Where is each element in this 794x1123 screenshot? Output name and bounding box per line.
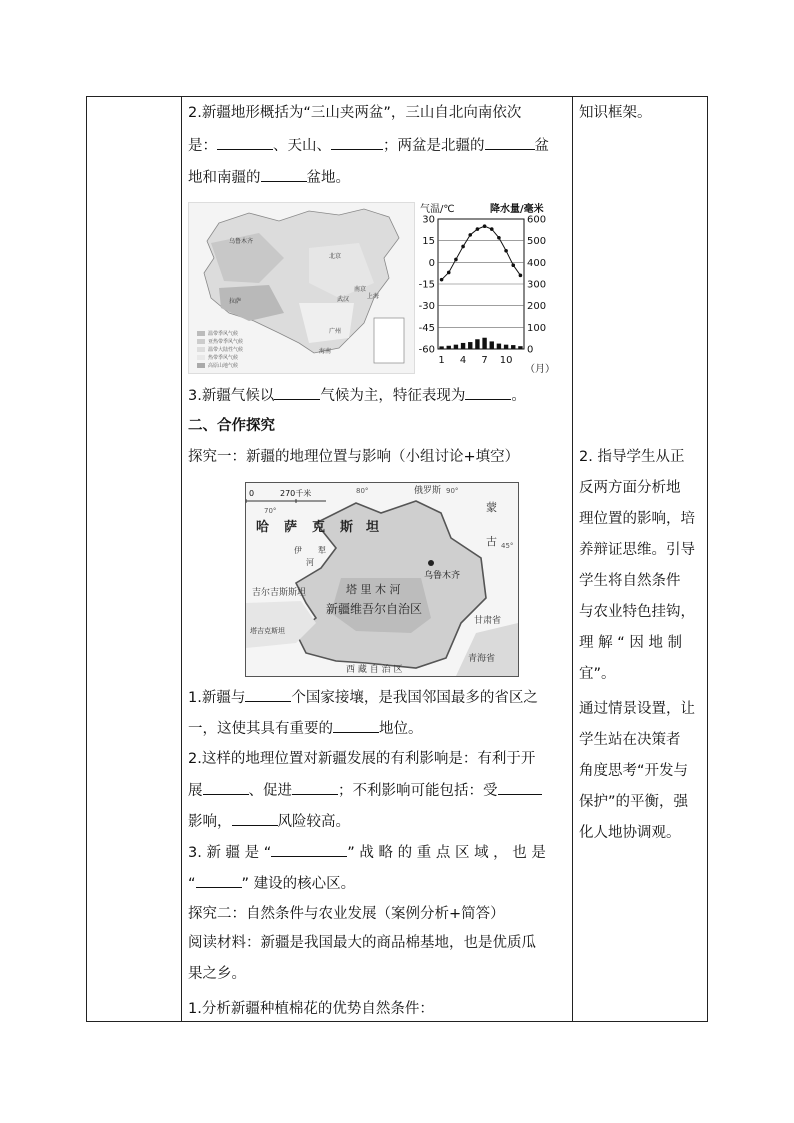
temperature-point — [490, 227, 494, 231]
country-label: 蒙 — [486, 501, 497, 514]
country-label: 吉尔吉斯斯坦 — [252, 588, 307, 598]
answer-blank[interactable] — [333, 719, 379, 733]
reading-line1: 阅读材料：新疆是我国最大的商品棉基地，也是优质瓜 — [188, 935, 536, 951]
section-title: 二、合作探究 — [188, 418, 275, 434]
xinjiang-map — [245, 482, 519, 677]
note-2-line: 学生将自然条件 — [579, 573, 681, 589]
y-tick-right: 200 — [527, 301, 547, 313]
e1-q3-line1: 3. 新 疆 是 “ ” 战 略 的 重 点 区 域 ， 也 是 — [188, 845, 546, 861]
legend-item: 高原山地气候 — [208, 363, 239, 369]
e1-q1-line2: 一，这使其具有重要的 地位。 — [188, 721, 423, 737]
temperature-point — [468, 233, 472, 237]
precip-bar — [461, 343, 465, 349]
q2-line2: 是： 、天山、 ；两盆是北疆的 盆 — [188, 138, 549, 154]
map-label: 上海 — [367, 293, 380, 300]
y-tick-left: -15 — [418, 279, 435, 291]
precip-bar — [497, 344, 501, 349]
note-2-line: 与农业特色挂钩， — [579, 604, 695, 620]
note-3-line: 通过情景设置，让 — [579, 701, 695, 717]
q2-line1: 2.新疆地形概括为“三山夹两盆”，三山自北向南依次 — [188, 105, 522, 121]
lesson-plan-table — [86, 96, 708, 1022]
lon-label: 80° — [356, 487, 369, 495]
note-2-line: 养辩证思维。引导 — [579, 542, 695, 558]
precip-bar — [518, 346, 522, 349]
legend-item: 温带大陆性气候 — [208, 347, 244, 353]
map-label: 乌鲁木齐 — [229, 238, 254, 245]
lon-label: 90° — [446, 487, 459, 495]
river-label: 伊 — [294, 546, 302, 555]
river-label: 塔 里 木 河 — [346, 583, 401, 596]
note-2-line: 理位置的影响，培 — [579, 511, 695, 527]
q2-line3: 地和南疆的 盆地。 — [188, 170, 350, 186]
note-2-line: 2. 指导学生从正 — [579, 449, 685, 465]
y-tick-right: 400 — [527, 257, 547, 269]
temperature-point — [447, 271, 451, 275]
y-tick-left: -30 — [418, 301, 435, 313]
e1-q2-line3: 影响， 风险较高。 — [188, 814, 350, 830]
temperature-point — [454, 258, 458, 262]
answer-blank[interactable] — [217, 136, 273, 150]
temperature-line — [442, 226, 521, 279]
x-axis-unit: （月） — [525, 364, 555, 375]
e1-q2-line1: 2.这样的地理位置对新疆发展的有利影响是：有利于开 — [188, 751, 536, 767]
precip-bar — [475, 339, 479, 349]
y-tick-right: 600 — [527, 214, 547, 226]
x-tick: 7 — [481, 355, 488, 366]
river-label: 河 — [306, 558, 314, 567]
answer-blank[interactable] — [232, 812, 278, 826]
note-2-line: 反两方面分析地 — [579, 480, 681, 496]
y-tick-right: 300 — [527, 279, 547, 291]
country-label: 古 — [486, 535, 497, 548]
answer-blank[interactable] — [245, 688, 291, 702]
answer-blank[interactable] — [261, 168, 307, 182]
answer-blank[interactable] — [271, 843, 347, 857]
answer-blank[interactable] — [203, 781, 249, 795]
precip-bar — [468, 342, 472, 349]
map-label: 武汉 — [337, 296, 350, 303]
answer-blank[interactable] — [292, 781, 338, 795]
answer-blank[interactable] — [485, 136, 535, 150]
precip-bar — [454, 345, 458, 349]
reading-line2: 果之乡。 — [188, 966, 246, 982]
note-3-line: 学生站在决策者 — [579, 732, 681, 748]
province-label: 青海省 — [468, 654, 496, 664]
legend-item: 温带季风气候 — [208, 331, 239, 337]
scale-label: 270千米 — [280, 489, 312, 498]
answer-blank[interactable] — [274, 386, 320, 400]
temperature-point — [461, 245, 465, 249]
province-label: 甘肃省 — [474, 616, 502, 626]
x-tick: 10 — [499, 355, 513, 366]
y-tick-right: 0 — [527, 344, 534, 356]
y-tick-right: 100 — [527, 322, 547, 334]
x-tick: 1 — [438, 355, 445, 366]
climate-chart — [416, 200, 566, 376]
temperature-point — [511, 263, 515, 267]
answer-blank[interactable] — [498, 781, 542, 795]
chart-title-left: 气温/℃ — [420, 204, 455, 215]
temperature-point — [483, 224, 487, 228]
answer-blank[interactable] — [465, 386, 511, 400]
lat-label: 45° — [501, 542, 514, 550]
notes-column — [573, 97, 709, 1021]
scale-start: 0 — [249, 489, 255, 498]
note-2-line: 理 解 “ 因 地 制 — [579, 635, 683, 651]
map-label: 海南 — [319, 348, 332, 355]
map-label: 南京 — [354, 286, 367, 293]
note-3-line: 化人地协调观。 — [579, 825, 681, 841]
note-3-line: 角度思考“开发与 — [579, 763, 689, 779]
note-3-line: 保护”的平衡，强 — [579, 794, 689, 810]
lon-label: 70° — [264, 507, 277, 515]
answer-blank[interactable] — [196, 874, 242, 888]
legend-item: 亚热带季风气候 — [208, 339, 244, 345]
temperature-point — [476, 227, 480, 231]
map-label: 拉萨 — [229, 298, 242, 305]
country-label: 萨 — [284, 520, 298, 535]
y-tick-left: -60 — [418, 344, 435, 356]
country-label: 斯 — [340, 520, 354, 535]
y-tick-right: 500 — [527, 236, 547, 248]
country-label: 克 — [312, 520, 326, 535]
precip-bar — [490, 341, 494, 349]
y-tick-left: -45 — [418, 322, 435, 334]
e1-q3-line2: “ ” 建设的核心区。 — [188, 876, 356, 892]
temperature-point — [504, 249, 508, 253]
capital-marker — [428, 560, 434, 566]
region-label: 西 藏 自 治 区 — [346, 665, 403, 675]
precip-bar — [504, 345, 508, 349]
country-label: 哈 — [256, 520, 270, 535]
region-label: 新疆维吾尔自治区 — [326, 602, 423, 616]
map-label: 北京 — [329, 253, 342, 260]
precip-bar — [439, 346, 443, 349]
note-1: 知识框架。 — [579, 105, 652, 121]
content-column — [182, 97, 572, 1021]
temperature-point — [519, 274, 523, 278]
e1-q2-line2: 展 、促进 ；不利影响可能包括：受 — [188, 781, 542, 800]
explore1-title: 探究一：新疆的地理位置与影响（小组讨论+填空） — [188, 449, 520, 465]
chart-title-right: 降水量/毫米 — [490, 204, 544, 215]
country-label: 坦 — [366, 520, 380, 535]
precip-bar — [511, 345, 515, 349]
x-tick: 4 — [459, 355, 467, 366]
explore2-title: 探究二：自然条件与农业发展（案例分析+简答） — [188, 906, 505, 922]
precip-bar — [482, 338, 486, 349]
river-label: 犁 — [318, 546, 326, 555]
map-label: 广州 — [329, 328, 342, 335]
note-2-line: 宜”。 — [579, 666, 616, 682]
answer-blank[interactable] — [331, 136, 383, 150]
temperature-point — [440, 278, 444, 282]
city-label: 乌鲁木齐 — [424, 571, 461, 581]
q3-line: 3.新疆气候以 气候为主，特征表现为 。 — [188, 388, 526, 404]
precip-bar — [447, 346, 451, 349]
china-climate-map — [188, 202, 415, 374]
y-tick-left: 15 — [422, 236, 435, 248]
y-tick-left: 0 — [428, 257, 435, 269]
legend-item: 热带季风气候 — [208, 355, 239, 361]
country-label: 塔吉克斯坦 — [250, 627, 285, 635]
e1-q1-line1: 1.新疆与 个国家接壤，是我国邻国最多的省区之 — [188, 690, 538, 706]
country-label: 俄罗斯 — [414, 486, 442, 496]
y-tick-left: 30 — [422, 214, 435, 226]
e2-q1: 1.分析新疆种植棉花的优势自然条件： — [188, 1001, 434, 1017]
temperature-point — [497, 236, 501, 240]
